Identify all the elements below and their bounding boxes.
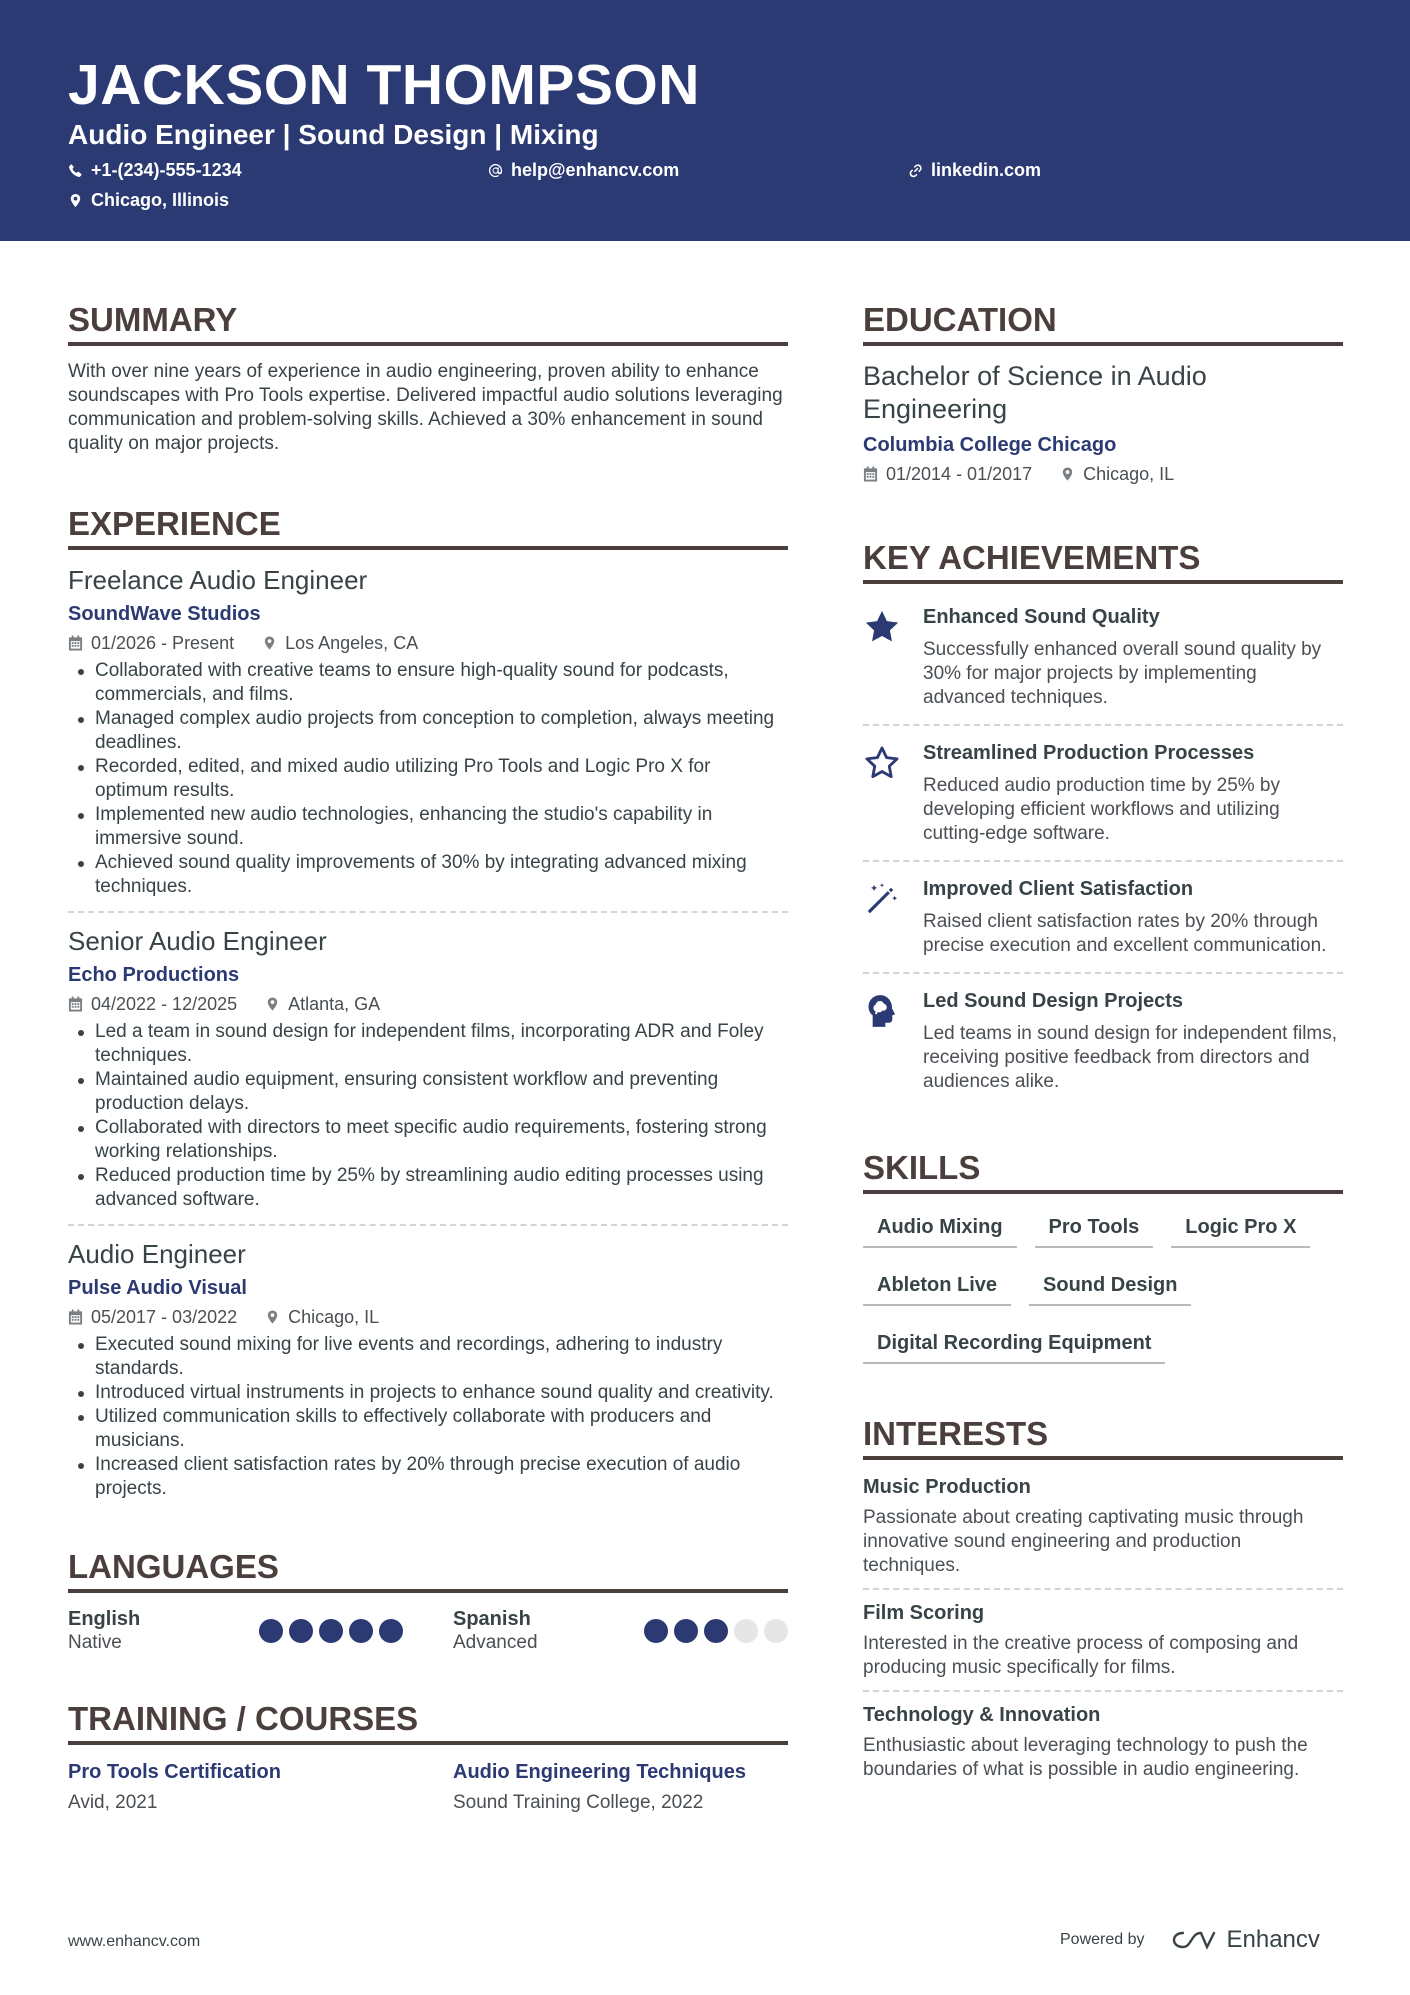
skill-tag: Audio Mixing	[863, 1208, 1017, 1248]
calendar-icon	[68, 996, 83, 1012]
job-bullet: Managed complex audio projects from conception to completion, always meeting deadlines.	[68, 707, 788, 755]
resume-header	[0, 0, 1410, 241]
location-pin-icon	[68, 193, 83, 208]
job-dates-text: 05/2017 - 03/2022	[91, 1307, 238, 1327]
language-level: Native	[68, 1632, 122, 1653]
calendar-icon	[863, 466, 878, 482]
training-heading: TRAINING / COURSES	[68, 1699, 788, 1745]
achievement-item	[863, 982, 1343, 1104]
linkedin-text: linkedin.com	[931, 160, 1042, 180]
divider	[68, 1224, 788, 1226]
experience-heading: EXPERIENCE	[68, 504, 788, 550]
language-item	[453, 1607, 788, 1655]
job-location-text: Los Angeles, CA	[285, 633, 419, 653]
skill-tag: Logic Pro X	[1171, 1208, 1310, 1248]
skills-list	[863, 1208, 1343, 1364]
job-meta	[68, 992, 788, 1016]
enhancv-logo-icon	[1171, 1929, 1217, 1951]
job-bullet: Collaborated with directors to meet specific audio requirements, fostering strong working relationships.	[68, 1116, 788, 1164]
rating-dot-filled	[674, 1619, 698, 1643]
job-title: Freelance Audio Engineer	[68, 565, 368, 595]
job-location	[262, 631, 418, 655]
language-level: Advanced	[453, 1632, 538, 1653]
footer-website[interactable]: www.enhancv.com	[68, 1933, 201, 1950]
job-bullet: Utilized communication skills to effectively collaborate with producers and musicians.	[68, 1405, 788, 1453]
course-name: Audio Engineering Techniques	[453, 1761, 746, 1783]
languages-section	[68, 1547, 788, 1655]
achievement-desc: Led teams in sound design for independent films, receiving positive feedback from directors and audiences alike.	[923, 1023, 1338, 1092]
job-bullet: Implemented new audio technologies, enhancing the studio's capability in immersive sound.	[68, 803, 788, 851]
language-rating	[644, 1619, 788, 1643]
course-item	[68, 1759, 403, 1815]
skills-section	[863, 1148, 1343, 1364]
achievements-heading: KEY ACHIEVEMENTS	[863, 538, 1343, 584]
language-item	[68, 1607, 403, 1655]
footer-branding	[1060, 1926, 1320, 1954]
interests-section	[863, 1414, 1343, 1782]
skill-tag: Pro Tools	[1035, 1208, 1154, 1248]
job-dates	[68, 1305, 237, 1329]
company-name: Pulse Audio Visual	[68, 1277, 247, 1299]
location-pin-icon	[265, 1309, 280, 1325]
rating-dot-filled	[379, 1619, 403, 1643]
skill-tag: Digital Recording Equipment	[863, 1324, 1165, 1364]
rating-dot-filled	[319, 1619, 343, 1643]
candidate-name: JACKSON THOMPSON	[68, 53, 700, 117]
contact-location	[68, 189, 229, 211]
rating-dot-filled	[289, 1619, 313, 1643]
summary-section	[68, 300, 788, 456]
language-name: English	[68, 1608, 141, 1630]
job-bullets	[68, 659, 788, 899]
courses-list	[68, 1759, 788, 1815]
contact-phone[interactable]	[68, 159, 242, 181]
job-bullet: Led a team in sound design for independent films, incorporating ADR and Foley techniques.	[68, 1020, 788, 1068]
achievement-title: Improved Client Satisfaction	[923, 878, 1194, 900]
course-org: Avid, 2021	[68, 1792, 158, 1813]
interest-item	[863, 1474, 1343, 1578]
language-rating	[259, 1619, 403, 1643]
achievement-item	[863, 734, 1343, 856]
interest-title: Film Scoring	[863, 1602, 985, 1624]
powered-by-text: Powered by	[1060, 1931, 1145, 1948]
interest-title: Music Production	[863, 1476, 1031, 1498]
skill-tag: Ableton Live	[863, 1266, 1011, 1306]
phone-icon	[68, 163, 83, 178]
job-location	[265, 992, 380, 1016]
at-icon	[488, 163, 503, 178]
job-dates-text: 01/2026 - Present	[91, 633, 235, 653]
rating-dot-filled	[644, 1619, 668, 1643]
skill-tag: Sound Design	[1029, 1266, 1191, 1306]
achievement-title: Streamlined Production Processes	[923, 742, 1255, 764]
school-name: Columbia College Chicago	[863, 434, 1117, 456]
achievement-title: Enhanced Sound Quality	[923, 606, 1160, 628]
achievement-desc: Reduced audio production time by 25% by developing efficient workflows and utilizing cutting-edge software.	[923, 775, 1281, 844]
job-bullet: Executed sound mixing for live events and recordings, adhering to industry standards.	[68, 1333, 788, 1381]
calendar-icon	[68, 1309, 83, 1325]
skills-heading: SKILLS	[863, 1148, 1343, 1194]
link-icon	[908, 163, 923, 178]
interest-desc: Passionate about creating captivating music through innovative sound engineering and production techniques.	[863, 1507, 1304, 1576]
divider	[863, 1690, 1343, 1692]
languages-list	[68, 1607, 788, 1655]
brand-logo[interactable]	[1171, 1926, 1320, 1954]
education-location-text: Chicago, IL	[1083, 464, 1175, 484]
candidate-title: Audio Engineer | Sound Design | Mixing	[68, 119, 599, 150]
divider	[863, 724, 1343, 726]
location-text: Chicago, Illinois	[91, 190, 230, 210]
rating-dot-empty	[764, 1619, 788, 1643]
job-location-text: Atlanta, GA	[288, 994, 381, 1014]
star-outline-icon	[863, 744, 901, 782]
interest-item	[863, 1702, 1343, 1782]
achievement-title: Led Sound Design Projects	[923, 990, 1184, 1012]
divider	[863, 1588, 1343, 1590]
degree: Bachelor of Science in Audio Engineering	[863, 361, 1207, 424]
phone-text: +1-(234)-555-1234	[91, 160, 242, 180]
contact-email[interactable]	[488, 159, 679, 181]
interest-desc: Interested in the creative process of composing and producing music specifically for films.	[863, 1633, 1299, 1678]
course-item	[453, 1759, 788, 1815]
education-meta	[863, 462, 1343, 486]
location-pin-icon	[262, 635, 277, 651]
divider	[68, 911, 788, 913]
job-bullet: Collaborated with creative teams to ensure high-quality sound for podcasts, commercials, and films.	[68, 659, 788, 707]
job-bullet: Maintained audio equipment, ensuring consistent workflow and preventing production delays.	[68, 1068, 788, 1116]
education-dates-text: 01/2014 - 01/2017	[886, 464, 1033, 484]
achievements-section	[863, 538, 1343, 1104]
brand-name: Enhancv	[1226, 1926, 1320, 1953]
company-name: Echo Productions	[68, 964, 240, 986]
training-section	[68, 1699, 788, 1815]
achievement-desc: Raised client satisfaction rates by 20% through precise execution and excellent communication.	[923, 911, 1327, 956]
achievement-desc: Successfully enhanced overall sound quality by 30% for major projects by implementing advanced techniques.	[923, 639, 1322, 708]
job-bullet: Introduced virtual instruments in projects to enhance sound quality and creativity.	[68, 1381, 788, 1405]
rating-dot-filled	[259, 1619, 283, 1643]
contact-linkedin[interactable]	[908, 159, 1041, 181]
education-heading: EDUCATION	[863, 300, 1343, 346]
language-name: Spanish	[453, 1608, 531, 1630]
achievement-item	[863, 598, 1343, 720]
job-dates-text: 04/2022 - 12/2025	[91, 994, 238, 1014]
education-location	[1060, 462, 1174, 486]
course-name: Pro Tools Certification	[68, 1761, 281, 1783]
job-entry	[68, 1238, 788, 1501]
job-meta	[68, 1305, 788, 1329]
location-pin-icon	[265, 996, 280, 1012]
summary-text: With over nine years of experience in audio engineering, proven ability to enhance soundscapes with Pro Tools expertise. Delivered impactful audio solutions leveraging communication and problem-solving skills. Achieved a 30% enhancement in sound quality on major projects.	[68, 361, 783, 454]
job-location	[265, 1305, 379, 1329]
job-bullet: Achieved sound quality improvements of 30% by integrating advanced mixing techniques.	[68, 851, 788, 899]
job-bullets	[68, 1333, 788, 1501]
job-bullet: Reduced production time by 25% by streamlining audio editing processes using advanced software.	[68, 1164, 788, 1212]
calendar-icon	[68, 635, 83, 651]
interest-desc: Enthusiastic about leveraging technology to push the boundaries of what is possible in audio engineering.	[863, 1735, 1308, 1780]
divider	[863, 972, 1343, 974]
languages-heading: LANGUAGES	[68, 1547, 788, 1593]
job-title: Audio Engineer	[68, 1239, 246, 1269]
interest-item	[863, 1600, 1343, 1680]
education-section	[863, 300, 1343, 486]
job-title: Senior Audio Engineer	[68, 926, 327, 956]
email-text: help@enhancv.com	[511, 160, 680, 180]
rating-dot-filled	[704, 1619, 728, 1643]
right-column	[863, 300, 1343, 1782]
job-bullets	[68, 1020, 788, 1212]
job-location-text: Chicago, IL	[288, 1307, 380, 1327]
job-bullet: Increased client satisfaction rates by 20% through precise execution of audio projects.	[68, 1453, 788, 1501]
experience-section	[68, 504, 788, 1501]
rating-dot-empty	[734, 1619, 758, 1643]
summary-heading: SUMMARY	[68, 300, 788, 346]
location-pin-icon	[1060, 466, 1075, 482]
job-entry	[68, 564, 788, 899]
course-org: Sound Training College, 2022	[453, 1792, 704, 1813]
job-meta	[68, 631, 788, 655]
company-name: SoundWave Studios	[68, 603, 261, 625]
achievement-item	[863, 870, 1343, 968]
rating-dot-filled	[349, 1619, 373, 1643]
job-entry	[68, 925, 788, 1212]
head-brain-icon	[863, 992, 901, 1030]
divider	[863, 860, 1343, 862]
magic-wand-icon	[863, 880, 901, 918]
interest-title: Technology & Innovation	[863, 1704, 1101, 1726]
education-dates	[863, 462, 1032, 486]
star-filled-icon	[863, 608, 901, 646]
interests-heading: INTERESTS	[863, 1414, 1343, 1460]
job-dates	[68, 631, 234, 655]
job-bullet: Recorded, edited, and mixed audio utilizing Pro Tools and Logic Pro X for optimum results.	[68, 755, 788, 803]
left-column	[68, 300, 788, 1815]
job-dates	[68, 992, 237, 1016]
